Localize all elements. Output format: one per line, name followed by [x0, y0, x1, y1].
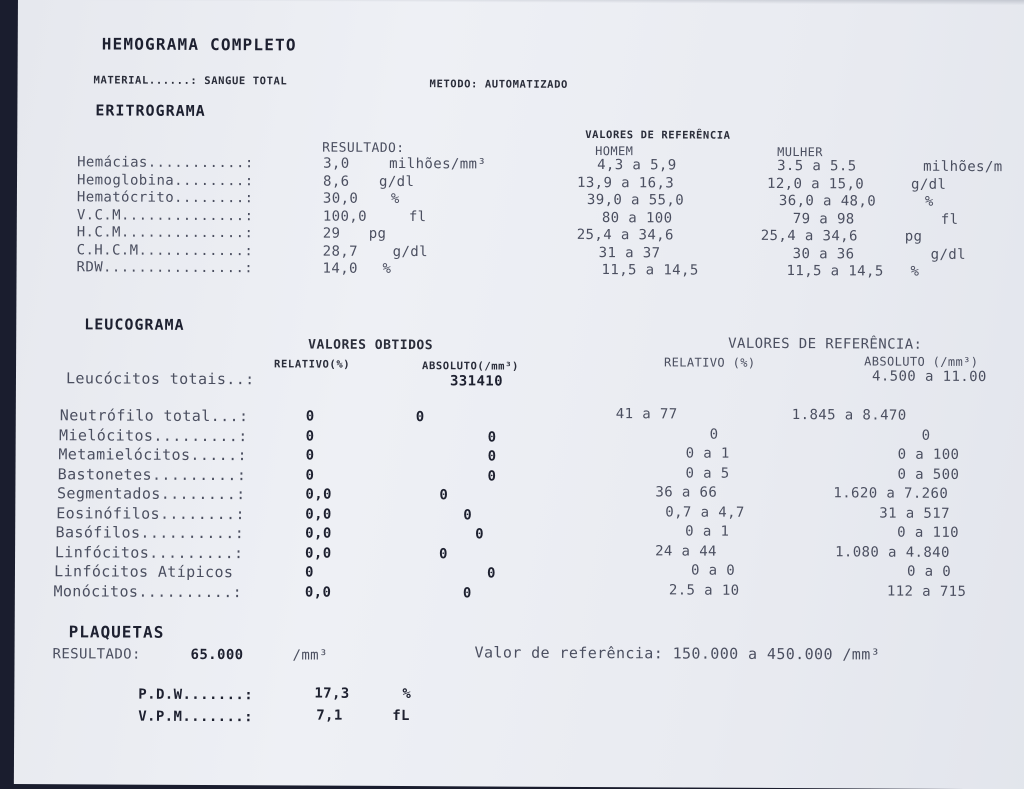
eritrograma-row-value: 28,7: [322, 243, 359, 260]
leucograma-row-ref-abs: 1.080 a 4.840: [835, 543, 950, 561]
method-label: METODO: AUTOMATIZADO: [429, 78, 569, 91]
leucograma-row-abs: 0: [475, 526, 485, 543]
leucograma-row-ref-rel: 0,7 a 4,7: [665, 503, 745, 521]
eritrograma-row-mulher: 25,4 a 34,6: [760, 227, 858, 245]
leucograma-row-label: Basófilos..........:: [55, 523, 245, 543]
eritrograma-row-unit: pg: [368, 225, 387, 242]
leucograma-row-ref-rel: 2.5 a 10: [668, 581, 740, 599]
leucograma-row-abs: 0: [487, 467, 497, 485]
pdw-value: 17,3: [314, 685, 350, 702]
vpm-label: V.P.M.......:: [138, 708, 254, 726]
leucograma-row-ref-rel: 0: [709, 426, 719, 443]
eritrograma-row-homem: 39,0 a 55,0: [586, 191, 685, 209]
vpm-value: 7,1: [316, 707, 343, 724]
leucograma-row-ref-abs: 0 a 500: [897, 466, 960, 483]
plaquetas-title: PLAQUETAS: [68, 622, 165, 642]
eritrograma-row-mulher: 36,0 a 48,0: [778, 192, 877, 210]
leucograma-row-ref-abs: 1.620 a 7.260: [833, 485, 949, 502]
eritrograma-row-homem: 25,4 a 34,6: [576, 226, 674, 244]
eritrograma-row-unit2: %: [924, 193, 934, 210]
eritrograma-row-mulher: 30 a 36: [792, 245, 855, 262]
eritrograma-ref-title: VALORES DE REFERÊNCIA: [585, 128, 731, 142]
eritrograma-row-unit2: %: [910, 263, 920, 280]
leucograma-row-ref-rel: 41 a 77: [615, 406, 678, 423]
report-title: HEMOGRAMA COMPLETO: [101, 34, 297, 55]
leucograma-row-ref-rel: 24 a 44: [655, 542, 717, 560]
leucograma-row-label: Segmentados........:: [56, 484, 246, 504]
pdw-label: P.D.W.......:: [138, 686, 254, 704]
leucograma-row-abs: 0: [487, 428, 497, 446]
eritrograma-row-label: Hemoglobina........:: [76, 171, 254, 189]
leucograma-ref-relativo: RELATIVO (%): [664, 355, 756, 370]
eritrograma-row-unit: g/dl: [378, 173, 415, 190]
leucograma-row-label: Neutrófilo total...:: [59, 406, 249, 426]
leucograma-row-abs: 0: [439, 545, 448, 562]
eritrograma-row-unit: fl: [408, 208, 427, 225]
leucograma-col-relativo: RELATIVO(%): [274, 358, 351, 371]
eritrograma-row-unit: %: [382, 260, 392, 277]
eritrograma-row-unit: milhões/mm³: [389, 155, 487, 173]
leucograma-row-abs: 0: [486, 565, 496, 582]
leucograma-row-ref-abs: 0: [921, 427, 931, 444]
plaquetas-resultado-unit: /mm³: [292, 647, 328, 664]
eritrograma-row-mulher: 3.5 a 5.5: [777, 157, 857, 175]
leucograma-row-ref-abs: 31 a 517: [879, 505, 950, 522]
eritrograma-row-label: C.H.C.M............:: [76, 241, 254, 259]
plaquetas-resultado-label: RESULTADO:: [52, 646, 141, 663]
leucograma-row-rel: 0,0: [305, 506, 332, 523]
pdw-unit: %: [402, 686, 412, 703]
leucograma-row-ref-abs: 0 a 0: [906, 563, 952, 580]
eritrograma-row-unit2: g/dl: [930, 246, 967, 263]
leucograma-row-abs: 0: [415, 409, 425, 426]
eritrograma-row-mulher: 12,0 a 15,0: [766, 175, 865, 192]
eritrograma-row-value: 100,0: [322, 208, 368, 225]
leucograma-row-label: Metamielócitos.....:: [58, 445, 248, 465]
leucograma-row-rel: 0: [304, 564, 314, 581]
leucograma-row-rel: 0: [305, 447, 315, 464]
leucograma-row-rel: 0: [305, 428, 315, 445]
leucograma-row-ref-rel: 0 a 1: [685, 523, 730, 540]
eritrograma-col-mulher: MULHER: [777, 144, 823, 160]
eritrograma-row-value: 8,6: [322, 173, 350, 190]
eritrograma-row-homem: 11,5 a 14,5: [601, 262, 699, 279]
leucograma-row-abs: 0: [487, 448, 497, 465]
leucograma-obtidos-title: VALORES OBTIDOS: [308, 337, 434, 354]
leucograma-row-ref-abs: 0 a 100: [897, 446, 960, 463]
lab-report-sheet: [14, 0, 1024, 789]
leucograma-row-rel: 0,0: [305, 525, 332, 542]
eritrograma-row-mulher: 11,5 a 14,5: [786, 263, 884, 280]
leucograma-row-label: Linfócitos.........:: [54, 542, 244, 562]
leucocitos-totais-ref: 4.500 a 11.00: [871, 368, 987, 386]
eritrograma-row-unit: %: [390, 190, 400, 208]
eritrograma-row-label: Hematócrito........:: [76, 189, 254, 207]
eritrograma-title: ERITROGRAMA: [95, 101, 206, 120]
leucograma-row-label: Eosinófilos........:: [56, 503, 245, 523]
leucograma-col-absoluto: ABSOLUTO(/mm³): [422, 360, 519, 373]
leucograma-row-ref-abs: 0 a 110: [897, 524, 960, 541]
leucograma-ref-absoluto: ABSOLUTO (/mm³): [864, 354, 979, 370]
eritrograma-row-homem: 4,3 a 5,9: [597, 157, 677, 174]
leucograma-row-ref-rel: 36 a 66: [655, 484, 718, 501]
eritrograma-col-resultado: RESULTADO:: [322, 140, 405, 157]
leucograma-row-abs: 0: [439, 487, 449, 504]
paper-fold-shadow: [18, 0, 1024, 5]
leucograma-row-ref-rel: 0 a 0: [690, 562, 736, 579]
leucograma-row-ref-rel: 0 a 1: [685, 445, 730, 462]
leucograma-row-ref-rel: 0 a 5: [685, 465, 730, 482]
leucograma-row-label: Mielócitos.........:: [59, 425, 248, 445]
eritrograma-col-homem: HOMEM: [595, 144, 634, 159]
eritrograma-row-homem: 31 a 37: [598, 244, 661, 261]
eritrograma-row-unit2: fl: [940, 211, 959, 228]
leucograma-row-label: Bastonetes.........:: [57, 464, 247, 484]
leucograma-row-ref-abs: 1.845 a 8.470: [791, 407, 907, 424]
eritrograma-row-label: H.C.M..............:: [76, 224, 254, 242]
leucograma-ref-title: VALORES DE REFERÊNCIA:: [728, 335, 923, 353]
leucograma-row-rel: 0,0: [305, 545, 332, 562]
leucograma-row-ref-abs: 112 a 715: [886, 583, 967, 600]
eritrograma-row-unit2: pg: [904, 228, 923, 245]
eritrograma-row-value: 3,0: [323, 155, 350, 172]
eritrograma-row-homem: 80 a 100: [601, 209, 673, 226]
leucograma-row-rel: 0: [305, 467, 315, 484]
leucocitos-totais-label: Leucócitos totais..:: [65, 369, 255, 389]
eritrograma-row-label: V.C.M..............:: [76, 206, 254, 224]
eritrograma-row-unit: g/dl: [392, 243, 429, 260]
plaquetas-referencia: Valor de referência: 150.000 a 450.000 /mm³: [474, 643, 881, 664]
leucograma-row-rel: 0,0: [305, 486, 332, 503]
eritrograma-row-unit2: g/dl: [910, 176, 947, 193]
eritrograma-row-label: RDW................:: [76, 259, 254, 277]
leucograma-row-abs: 0: [463, 506, 473, 523]
leucograma-row-label: Linfócitos Atípicos: [54, 562, 234, 582]
eritrograma-row-homem: 13,9 a 16,3: [576, 174, 675, 191]
eritrograma-row-mulher: 79 a 98: [792, 210, 855, 227]
plaquetas-resultado-value: 65.000: [190, 646, 244, 664]
leucograma-row-label: Monócitos..........:: [53, 581, 243, 601]
leucograma-title: LEUCOGRAMA: [84, 315, 185, 334]
vpm-unit: fL: [392, 707, 410, 725]
eritrograma-row-value: 30,0: [322, 190, 359, 207]
material-label: MATERIAL......: SANGUE TOTAL: [93, 74, 288, 88]
eritrograma-row-value: 14,0: [322, 260, 358, 277]
leucograma-row-rel: 0: [305, 408, 315, 425]
leucograma-row-rel: 0,0: [304, 584, 332, 601]
leucograma-row-abs: 0: [462, 584, 472, 601]
eritrograma-row-label: Hemácias...........:: [77, 154, 254, 172]
leucocitos-totais-value: 331410: [449, 373, 504, 390]
eritrograma-row-value: 29: [322, 225, 341, 242]
eritrograma-row-unit2: milhões/m: [923, 158, 1003, 176]
